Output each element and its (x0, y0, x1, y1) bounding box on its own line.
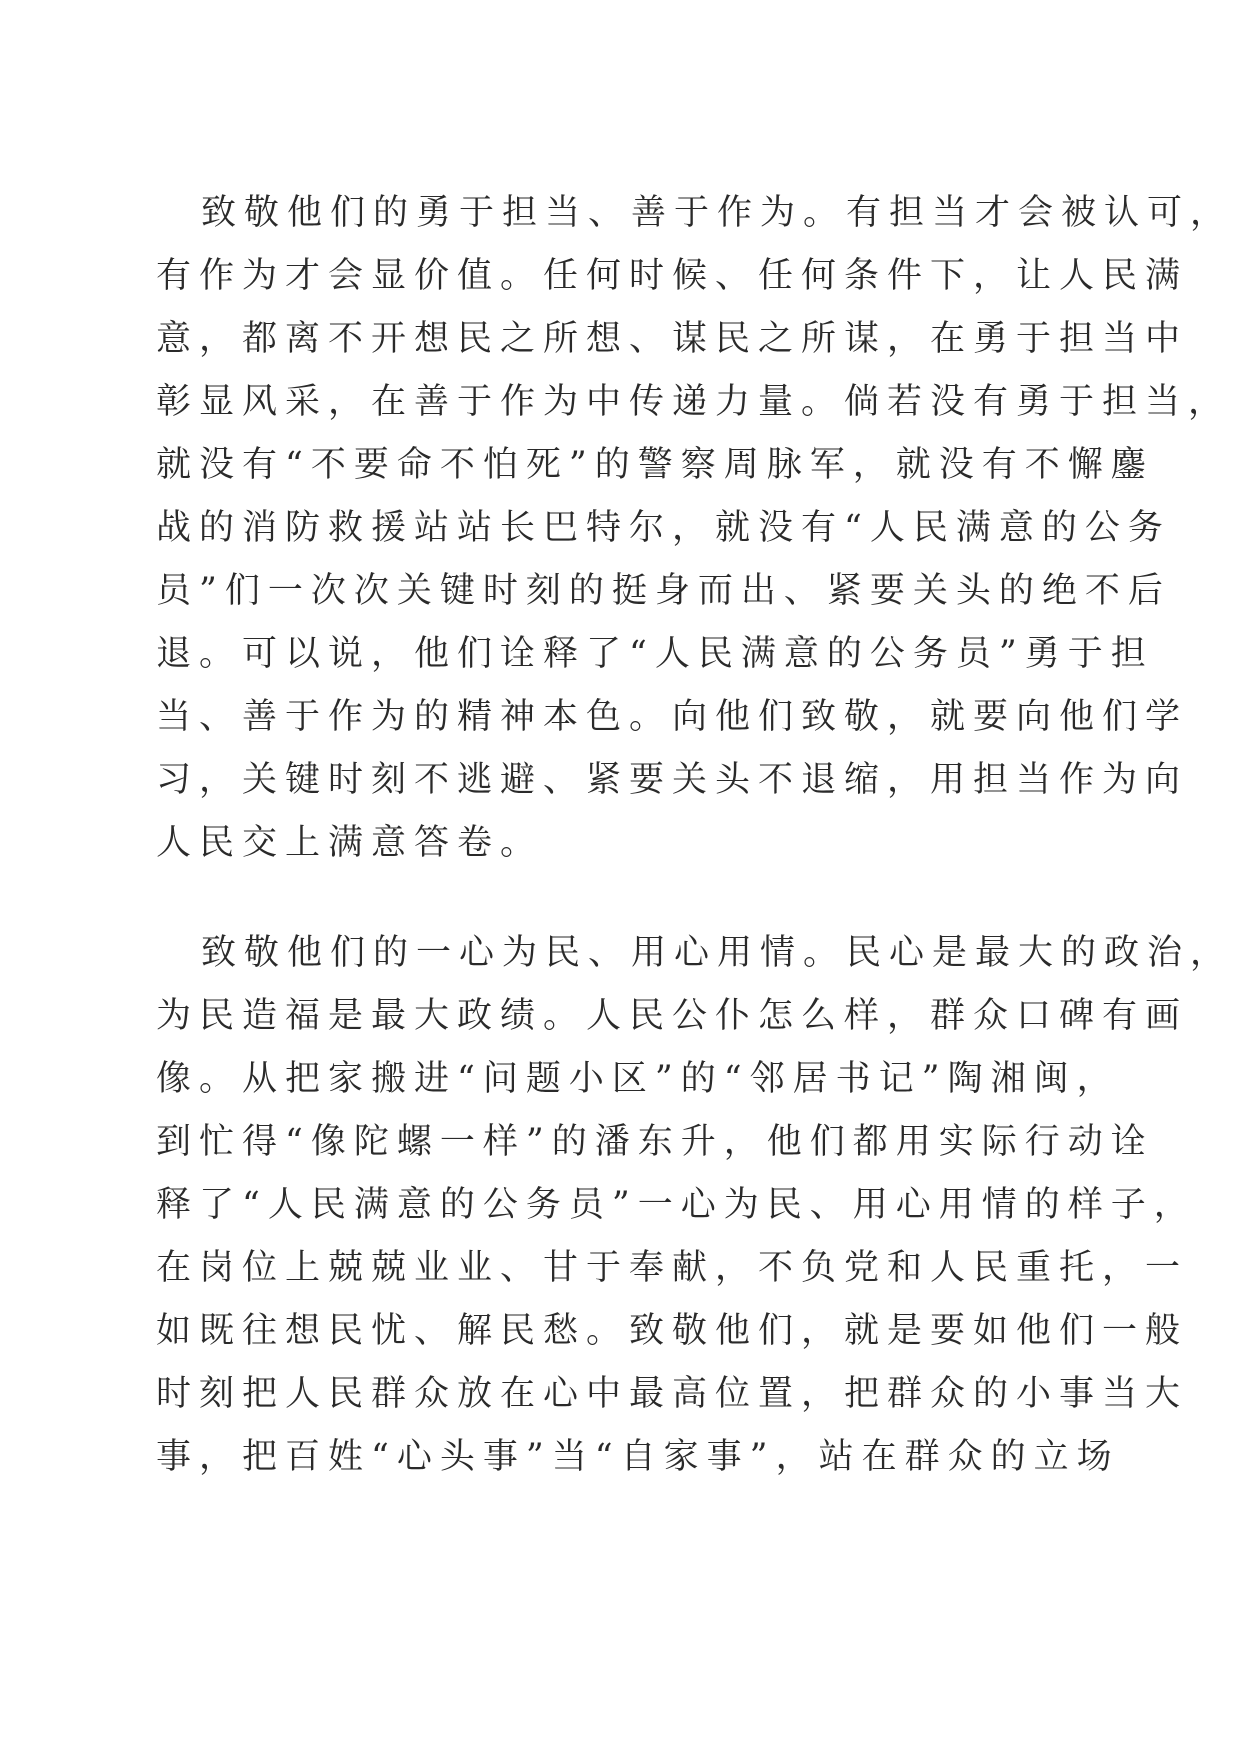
paragraph-line: 像。从把家搬进“问题小区”的“邻居书记”陶湘闽， (156, 1059, 1120, 1099)
paragraph-line: 员”们一次次关键时刻的挺身而出、紧要关头的绝不后 (156, 571, 1171, 611)
paragraph-line: 释了“人民满意的公务员”一心为民、用心用情的样子， (156, 1185, 1197, 1225)
paragraph-line: 有作为才会显价值。任何时候、任何条件下，让人民满 (156, 256, 1189, 296)
paragraph-line: 到忙得“像陀螺一样”的潘东升，他们都用实际行动诠 (156, 1122, 1154, 1162)
paragraph-line: 彰显风采，在善于作为中传递力量。倘若没有勇于担当， (156, 382, 1232, 422)
paragraph-line: 当、善于作为的精神本色。向他们致敬，就要向他们学 (156, 697, 1189, 737)
paragraph-line: 为民造福是最大政绩。人民公仆怎么样，群众口碑有画 (156, 996, 1189, 1036)
paragraph-line: 人民交上满意答卷。 (156, 823, 544, 863)
paragraph-2 (156, 922, 1234, 1489)
paragraph-line: 战的消防救援站站长巴特尔，就没有“人民满意的公务 (156, 508, 1171, 548)
paragraph-line: 致敬他们的一心为民、用心用情。民心是最大的政治， (201, 933, 1234, 973)
paragraph-line: 事，把百姓“心头事”当“自家事”，站在群众的立场 (156, 1437, 1120, 1477)
paragraph-line: 致敬他们的勇于担当、善于作为。有担当才会被认可， (201, 193, 1234, 233)
paragraph-line: 如既往想民忧、解民愁。致敬他们，就是要如他们一般 (156, 1311, 1189, 1351)
paragraph-1 (156, 182, 1234, 875)
paragraph-line: 在岗位上兢兢业业、甘于奉献，不负党和人民重托，一 (156, 1248, 1189, 1288)
paragraph-line: 就没有“不要命不怕死”的警察周脉军，就没有不懈鏖 (156, 445, 1154, 485)
paragraph-line: 意，都离不开想民之所想、谋民之所谋，在勇于担当中 (156, 319, 1189, 359)
paragraph-line: 退。可以说，他们诠释了“人民满意的公务员”勇于担 (156, 634, 1154, 674)
paragraph-line: 习，关键时刻不逃避、紧要关头不退缩，用担当作为向 (156, 760, 1189, 800)
paragraph-line: 时刻把人民群众放在心中最高位置，把群众的小事当大 (156, 1374, 1189, 1414)
